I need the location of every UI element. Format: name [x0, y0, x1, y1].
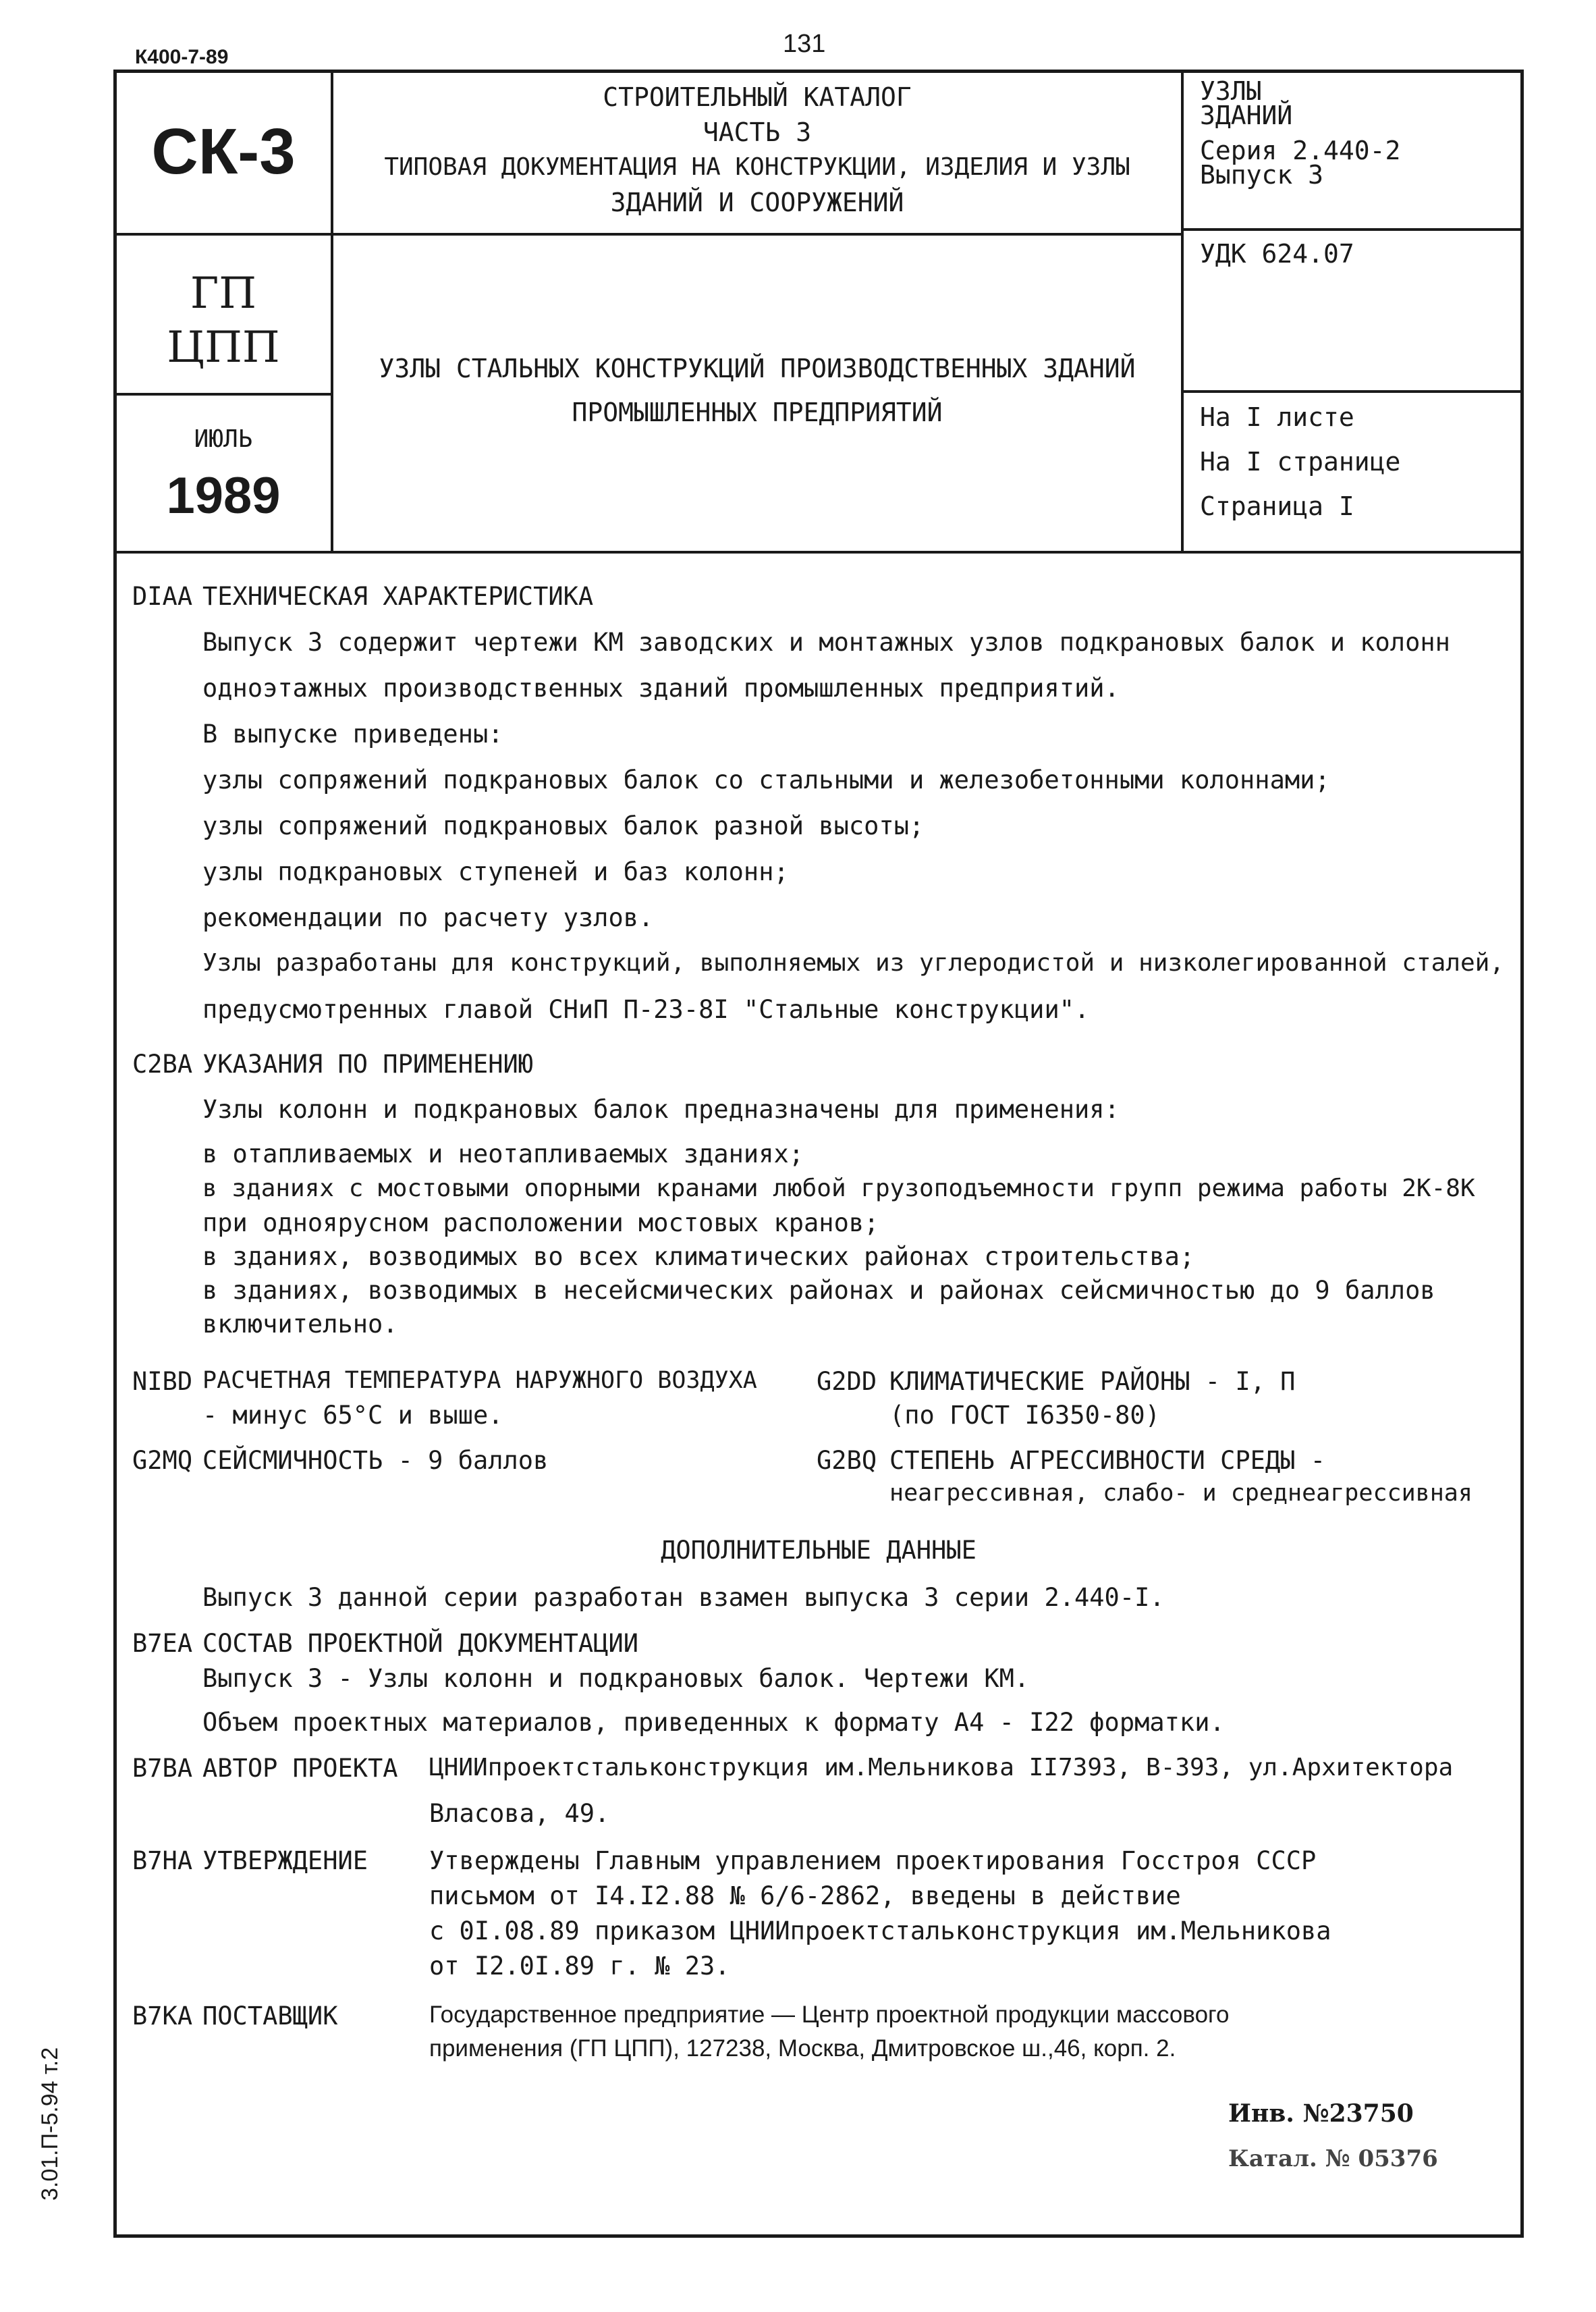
catalog-line-2: ЧАСТЬ 3	[703, 117, 812, 147]
approval-line: от I2.0I.89 г. № 23.	[429, 1952, 730, 1981]
tech-line: одноэтажных производственных зданий промышленных предприятий.	[202, 674, 1120, 703]
usage-line: в зданиях, возводимых в несейсмических районах и районах сейсмичностью до 9 баллов	[202, 1276, 1435, 1305]
pages-count: На I странице	[1200, 447, 1401, 477]
composition-line: Объем проектных материалов, приведенных к формату А4 - I22 форматки.	[202, 1708, 1225, 1737]
tech-heading: ТЕХНИЧЕСКАЯ ХАРАКТЕРИСТИКА	[202, 582, 594, 611]
usage-line: при одноярусном расположении мостовых кранов;	[202, 1208, 879, 1237]
author-code: B7BA	[132, 1754, 193, 1783]
tech-line: рекомендации по расчету узлов.	[202, 903, 654, 932]
usage-code: C2BA	[132, 1050, 193, 1079]
series-number: Серия 2.440-2	[1200, 136, 1401, 165]
issue-month: ИЮЛЬ	[194, 425, 253, 453]
catalog-ck-code: СК-3	[151, 115, 296, 188]
document-code: К400-7-89	[135, 46, 229, 68]
approval-line: письмом от I4.I2.88 № 6/6-2862, введены в действие	[429, 1881, 1181, 1910]
inventory-number: Инв. №23750	[1228, 2099, 1414, 2128]
replacement-note: Выпуск 3 данной серии разработан взамен выпуска 3 серии 2.440-I.	[202, 1583, 1165, 1612]
tech-line: узлы сопряжений подкрановых балок разной высоты;	[202, 811, 925, 840]
org-line-2: ЦПП	[167, 323, 280, 373]
approval-line: Утверждены Главным управлением проектирования Госстроя СССР	[429, 1846, 1317, 1875]
usage-line: Узлы колонн и подкрановых балок предназначены для применения:	[202, 1095, 1120, 1124]
tech-code: DIAA	[132, 582, 193, 611]
org-line-1: ГП	[190, 269, 257, 319]
approval-line: с 0I.08.89 приказом ЦНИИпроектстальконструкция им.Мельникова	[429, 1916, 1331, 1945]
section-line-1: УЗЛЫ	[1200, 76, 1262, 106]
usage-line: в зданиях, возводимых во всех климатических районах строительства;	[202, 1242, 1195, 1271]
supplier-code: B7KA	[132, 2001, 193, 2031]
aggressiveness-value: неагрессивная, слабо- и среднеагрессивная	[889, 1480, 1473, 1507]
page-index: Страница I	[1200, 491, 1354, 521]
side-code: 3.01.П-5.94 т.2	[37, 2047, 63, 2201]
catalog-number: Катал. № 05376	[1228, 2145, 1438, 2172]
climate-label: КЛИМАТИЧЕСКИЕ РАЙОНЫ - I, П	[889, 1367, 1296, 1396]
usage-line: в зданиях с мостовыми опорными кранами любой грузоподъемности групп режима работы 2К-8К	[202, 1175, 1475, 1202]
extra-heading: ДОПОЛНИТЕЛЬНЫЕ ДАННЫЕ	[661, 1536, 976, 1565]
catalog-line-4: ЗДАНИЙ И СООРУЖЕНИЙ	[610, 188, 904, 217]
approval-label: УТВЕРЖДЕНИЕ	[202, 1846, 368, 1875]
aggressiveness-label: СТЕПЕНЬ АГРЕССИВНОСТИ СРЕДЫ -	[889, 1446, 1326, 1475]
document-title-line-1: УЗЛЫ СТАЛЬНЫХ КОНСТРУКЦИЙ ПРОИЗВОДСТВЕННЫХ ЗДАНИЙ	[379, 354, 1136, 383]
issue-year: 1989	[166, 467, 281, 525]
tech-line: Выпуск 3 содержит чертежи КМ заводских и монтажных узлов подкрановых балок и колонн	[202, 628, 1450, 657]
author-label: АВТОР ПРОЕКТА	[202, 1754, 398, 1783]
tech-line: предусмотренных главой СНиП П-23-8I "Стальные конструкции".	[202, 995, 1090, 1024]
climate-value: (по ГОСТ I6350-80)	[889, 1401, 1160, 1430]
udk-code: УДК 624.07	[1200, 239, 1354, 269]
document-title-line-2: ПРОМЫШЛЕННЫХ ПРЕДПРИЯТИЙ	[572, 398, 943, 427]
tech-line: узлы сопряжений подкрановых балок со стальными и железобетонными колоннами;	[202, 765, 1330, 795]
author-line: Власова, 49.	[429, 1799, 610, 1828]
tech-line: Узлы разработаны для конструкций, выполняемых из углеродистой и низколегированной сталей,	[202, 949, 1504, 977]
seismic-code: G2MQ	[132, 1446, 193, 1475]
usage-heading: УКАЗАНИЯ ПО ПРИМЕНЕНИЮ	[202, 1050, 534, 1079]
tech-line: узлы подкрановых ступеней и баз колонн;	[202, 857, 789, 886]
usage-line: включительно.	[202, 1310, 398, 1339]
issue-number: Выпуск 3	[1200, 160, 1324, 190]
tech-line: В выпуске приведены:	[202, 720, 503, 749]
composition-heading: СОСТАВ ПРОЕКТНОЙ ДОКУМЕНТАЦИИ	[202, 1629, 639, 1658]
usage-line: в отапливаемых и неотапливаемых зданиях;	[202, 1139, 804, 1168]
temperature-label: РАСЧЕТНАЯ ТЕМПЕРАТУРА НАРУЖНОГО ВОЗДУХА	[202, 1367, 757, 1394]
catalog-line-3: ТИПОВАЯ ДОКУМЕНТАЦИЯ НА КОНСТРУКЦИИ, ИЗДЕЛИЯ И УЗЛЫ	[384, 153, 1130, 181]
composition-code: B7EA	[132, 1629, 193, 1658]
supplier-line: Государственное предприятие — Центр проектной продукции массового	[429, 2001, 1230, 2028]
sheets-count: На I листе	[1200, 402, 1354, 432]
aggressiveness-code: G2BQ	[817, 1446, 877, 1475]
section-line-2: ЗДАНИЙ	[1200, 101, 1293, 130]
climate-code: G2DD	[817, 1367, 877, 1396]
page-number: 131	[783, 30, 826, 58]
approval-code: B7HA	[132, 1846, 193, 1875]
supplier-line: применения (ГП ЦПП), 127238, Москва, Дмитровское ш.,46, корп. 2.	[429, 2035, 1176, 2062]
catalog-line-1: СТРОИТЕЛЬНЫЙ КАТАЛОГ	[603, 82, 912, 112]
supplier-label: ПОСТАВЩИК	[202, 2001, 338, 2031]
author-line: ЦНИИпроектстальконструкция им.Мельникова II7393, В-393, ул.Архитектора	[429, 1754, 1454, 1781]
seismic-label: СЕЙСМИЧНОСТЬ - 9 баллов	[202, 1446, 549, 1475]
temperature-value: - минус 65°С и выше.	[202, 1401, 503, 1430]
composition-line: Выпуск 3 - Узлы колонн и подкрановых балок. Чертежи КМ.	[202, 1664, 1030, 1693]
temperature-code: NIBD	[132, 1367, 193, 1396]
